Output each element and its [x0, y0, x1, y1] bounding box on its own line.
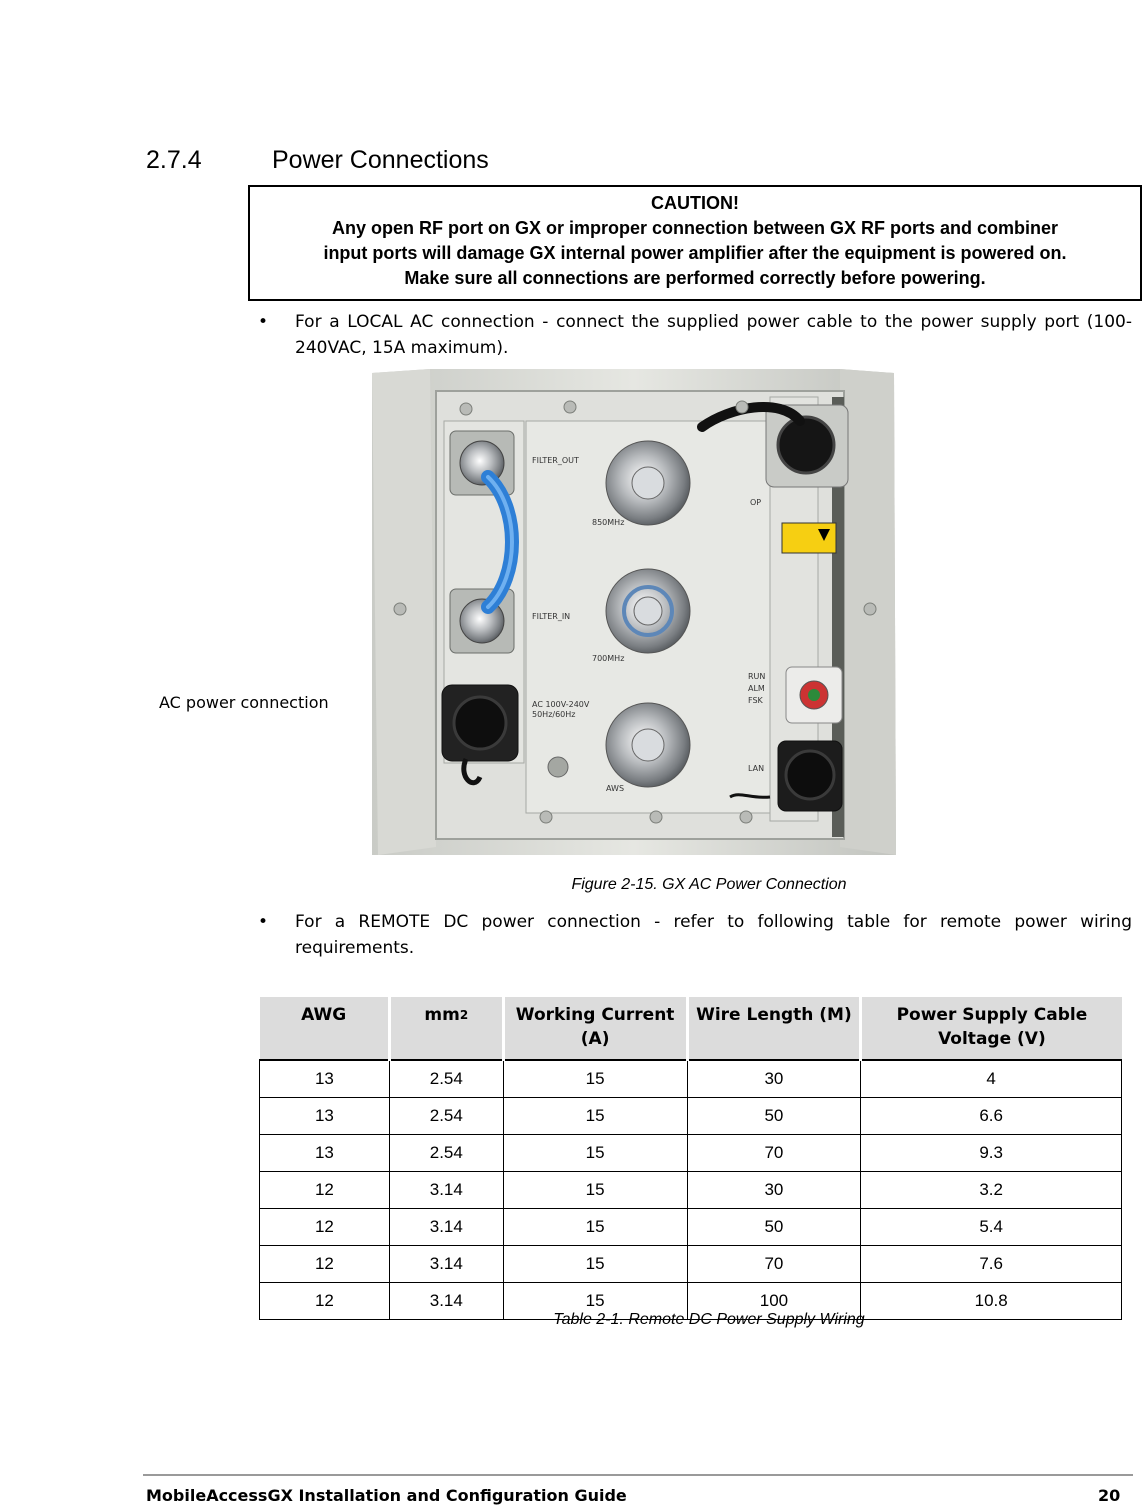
- cell-awg: 12: [260, 1208, 390, 1245]
- header-mm-text: mm: [424, 1005, 460, 1025]
- cell-current: 15: [503, 1134, 687, 1171]
- page-number: 20: [1098, 1486, 1121, 1505]
- header-length: Wire Length (M): [687, 997, 861, 1060]
- cell-mm2: 2.54: [389, 1097, 503, 1134]
- cell-awg: 13: [260, 1097, 390, 1134]
- cell-length: 50: [687, 1208, 861, 1245]
- cell-mm2: 3.14: [389, 1282, 503, 1319]
- cell-voltage: 6.6: [861, 1097, 1122, 1134]
- cell-voltage: 3.2: [861, 1171, 1122, 1208]
- cell-awg: 12: [260, 1245, 390, 1282]
- cell-current: 15: [503, 1097, 687, 1134]
- figure-caption: Figure 2-15. GX AC Power Connection: [571, 876, 847, 893]
- label-filter-out: FILTER_OUT: [532, 456, 579, 465]
- cell-mm2: 3.14: [389, 1245, 503, 1282]
- cell-length: 30: [687, 1171, 861, 1208]
- section-number: 2.7.4: [146, 146, 202, 174]
- cell-voltage: 7.6: [861, 1245, 1122, 1282]
- cell-mm2: 2.54: [389, 1060, 503, 1097]
- label-op: OP: [750, 498, 762, 507]
- label-700mhz: 700MHz: [592, 654, 625, 663]
- table-caption: Table 2-1. Remote DC Power Supply Wiring: [553, 1311, 865, 1328]
- bullet-icon: •: [258, 912, 269, 932]
- header-mm-sup: 2: [459, 1008, 469, 1022]
- cell-current: 15: [503, 1060, 687, 1097]
- cell-length: 70: [687, 1245, 861, 1282]
- wiring-table: [259, 997, 1122, 1320]
- label-fsk: FSK: [748, 696, 763, 705]
- cell-length: 100: [687, 1282, 861, 1319]
- cell-length: 50: [687, 1097, 861, 1134]
- bullet-text: For a REMOTE DC power connection - refer to following table for remote power wiring requirements.: [295, 912, 1132, 958]
- table-row: [260, 1245, 1122, 1282]
- cell-awg: 13: [260, 1060, 390, 1097]
- bullet-text: For a LOCAL AC connection - connect the supplied power cable to the power supply port (100-240VAC, 15A maximum).: [295, 312, 1132, 358]
- table-row: [260, 1097, 1122, 1134]
- label-filter-in: FILTER_IN: [532, 612, 571, 621]
- cell-current: 15: [503, 1171, 687, 1208]
- table-row: [260, 1208, 1122, 1245]
- section-title: Power Connections: [272, 146, 489, 174]
- cell-mm2: 3.14: [389, 1171, 503, 1208]
- table-row: [260, 1171, 1122, 1208]
- table-header-row: [260, 997, 1122, 1060]
- cell-length: 70: [687, 1134, 861, 1171]
- caution-title: CAUTION!: [651, 193, 739, 213]
- bullet-local-ac: [258, 309, 1132, 365]
- cell-current: 15: [503, 1208, 687, 1245]
- label-ac: AC 100V-240V: [532, 700, 590, 709]
- label-hz: 50Hz/60Hz: [532, 710, 576, 719]
- cell-mm2: 3.14: [389, 1208, 503, 1245]
- header-current: Working Current (A): [503, 997, 687, 1060]
- cell-current: 15: [503, 1282, 687, 1319]
- filter-out-connector: [450, 431, 514, 495]
- label-850mhz: 850MHz: [592, 518, 625, 527]
- header-voltage: Power Supply Cable Voltage (V): [861, 997, 1122, 1060]
- cell-awg: 13: [260, 1134, 390, 1171]
- label-run: RUN: [748, 672, 766, 681]
- cell-length: 30: [687, 1060, 861, 1097]
- label-alm: ALM: [748, 684, 765, 693]
- cell-awg: 12: [260, 1171, 390, 1208]
- cell-awg: 12: [260, 1282, 390, 1319]
- bullet-remote-dc: [258, 909, 1132, 965]
- gx-panel-photo: [370, 367, 897, 861]
- caution-line: Make sure all connections are performed correctly before powering.: [404, 268, 986, 288]
- cell-voltage: 4: [861, 1060, 1122, 1097]
- figure-callout: AC power connection: [159, 693, 329, 712]
- cell-voltage: 9.3: [861, 1134, 1122, 1171]
- header-awg: AWG: [260, 997, 390, 1060]
- bullet-icon: •: [258, 312, 269, 332]
- cell-voltage: 5.4: [861, 1208, 1122, 1245]
- caution-line: Any open RF port on GX or improper connection between GX RF ports and combiner: [331, 218, 1059, 238]
- footer-divider: [143, 1474, 1133, 1476]
- caution-line: input ports will damage GX internal power amplifier after the equipment is powered on.: [323, 243, 1067, 263]
- caution-box: [248, 185, 1142, 301]
- cell-voltage: 10.8: [861, 1282, 1122, 1319]
- footer-title: MobileAccessGX Installation and Configuration Guide: [146, 1486, 627, 1505]
- label-aws: AWS: [606, 784, 625, 793]
- header-mm2: [389, 997, 503, 1060]
- filter-in-connector: [450, 589, 514, 653]
- table-row: [260, 1060, 1122, 1097]
- cell-current: 15: [503, 1245, 687, 1282]
- label-lan: LAN: [748, 764, 765, 773]
- cell-mm2: 2.54: [389, 1134, 503, 1171]
- table-row: [260, 1134, 1122, 1171]
